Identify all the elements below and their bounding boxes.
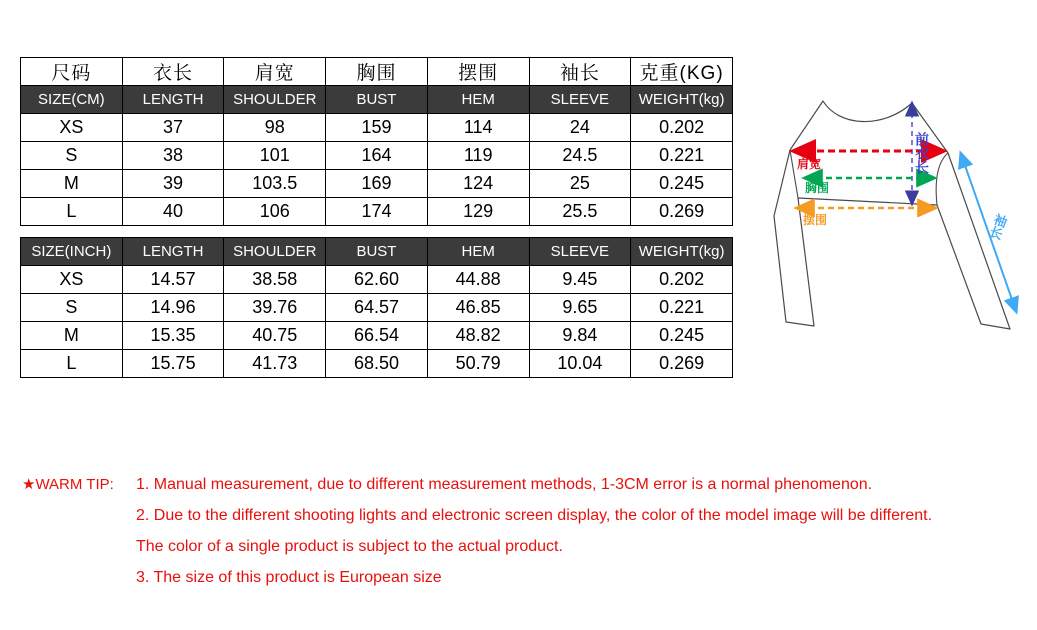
table-cell: 14.57 — [122, 266, 224, 294]
table-cell: 0.269 — [631, 198, 733, 226]
table-cell: 50.79 — [427, 350, 529, 378]
warm-tip-label-text: WARM TIP: — [35, 476, 114, 493]
garment-measurement-diagram — [770, 86, 1037, 354]
header-cell: 肩宽 — [224, 58, 326, 86]
table-cell: 98 — [224, 114, 326, 142]
table-cell: 0.269 — [631, 350, 733, 378]
cm-table-english-header-row — [21, 86, 733, 114]
table-cell: 174 — [326, 198, 428, 226]
table-cell: 68.50 — [326, 350, 428, 378]
header-cell: BUST — [326, 238, 428, 266]
table-cell: 62.60 — [326, 266, 428, 294]
inch-table-header-row — [21, 238, 733, 266]
table-cell: 159 — [326, 114, 428, 142]
sleeve-label: 袖长 — [986, 211, 1010, 241]
size-cell: XS — [21, 266, 123, 294]
table-cell: 64.57 — [326, 294, 428, 322]
table-cell: 37 — [122, 114, 224, 142]
warm-tip-line-1: 1. Manual measurement, due to different measurement methods, 1-3CM error is a normal phenomenon. — [136, 476, 873, 493]
table-cell: 0.221 — [631, 294, 733, 322]
header-cell: 尺码 — [21, 58, 123, 86]
header-cell: 袖长 — [529, 58, 631, 86]
table-cell: 25.5 — [529, 198, 631, 226]
table-cell: 9.45 — [529, 266, 631, 294]
table-cell: 9.84 — [529, 322, 631, 350]
table-cell: 169 — [326, 170, 428, 198]
table-cell: 24 — [529, 114, 631, 142]
table-cell: 103.5 — [224, 170, 326, 198]
table-row — [21, 170, 733, 198]
header-cell: 衣长 — [122, 58, 224, 86]
table-row — [21, 198, 733, 226]
bust-label: 胸围 — [805, 181, 830, 195]
shoulder-label: 肩宽 — [797, 157, 822, 171]
table-cell: 41.73 — [224, 350, 326, 378]
table-cell: 38 — [122, 142, 224, 170]
header-cell: SIZE(CM) — [21, 86, 123, 114]
table-cell: 15.35 — [122, 322, 224, 350]
table-cell: 164 — [326, 142, 428, 170]
star-icon: ★ — [22, 476, 36, 493]
table-row — [21, 266, 733, 294]
table-cell: 46.85 — [427, 294, 529, 322]
header-cell: SHOULDER — [224, 86, 326, 114]
table-cell: 9.65 — [529, 294, 631, 322]
size-cell: M — [21, 170, 123, 198]
header-cell: SLEEVE — [529, 238, 631, 266]
table-cell: 15.75 — [122, 350, 224, 378]
table-row — [21, 322, 733, 350]
table-cell: 40 — [122, 198, 224, 226]
warm-tip-lines — [136, 469, 1034, 593]
header-cell: HEM — [427, 238, 529, 266]
cm-size-table — [20, 57, 733, 226]
table-cell: 39.76 — [224, 294, 326, 322]
size-cell: L — [21, 350, 123, 378]
header-cell: 摆围 — [427, 58, 529, 86]
table-cell: 38.58 — [224, 266, 326, 294]
table-cell: 24.5 — [529, 142, 631, 170]
header-cell: SLEEVE — [529, 86, 631, 114]
header-cell: LENGTH — [122, 238, 224, 266]
header-cell: SHOULDER — [224, 238, 326, 266]
table-row — [21, 114, 733, 142]
table-cell: 119 — [427, 142, 529, 170]
table-cell: 106 — [224, 198, 326, 226]
header-cell: HEM — [427, 86, 529, 114]
table-cell: 129 — [427, 198, 529, 226]
table-row — [21, 350, 733, 378]
header-cell: BUST — [326, 86, 428, 114]
table-cell: 44.88 — [427, 266, 529, 294]
header-cell: 克重(KG) — [631, 58, 733, 86]
header-cell: LENGTH — [122, 86, 224, 114]
table-cell: 0.245 — [631, 170, 733, 198]
table-cell: 114 — [427, 114, 529, 142]
table-cell: 0.245 — [631, 322, 733, 350]
cm-table-chinese-header-row — [21, 58, 733, 86]
table-cell: 0.202 — [631, 114, 733, 142]
table-cell: 0.202 — [631, 266, 733, 294]
front-length-label: 前衣长 — [914, 132, 930, 174]
warm-tip-line-3: The color of a single product is subject to the actual product. — [136, 538, 563, 555]
warm-tip-section — [22, 469, 1034, 593]
hem-label: 摆围 — [803, 213, 828, 227]
inch-size-table — [20, 237, 733, 378]
table-cell: 101 — [224, 142, 326, 170]
table-cell: 39 — [122, 170, 224, 198]
table-cell: 10.04 — [529, 350, 631, 378]
table-cell: 40.75 — [224, 322, 326, 350]
table-cell: 0.221 — [631, 142, 733, 170]
table-cell: 124 — [427, 170, 529, 198]
table-cell: 25 — [529, 170, 631, 198]
table-cell: 14.96 — [122, 294, 224, 322]
header-cell: 胸围 — [326, 58, 428, 86]
header-cell: WEIGHT(kg) — [631, 86, 733, 114]
warm-tip-line-4: 3. The size of this product is European size — [136, 569, 442, 586]
header-cell: SIZE(INCH) — [21, 238, 123, 266]
size-cell: S — [21, 142, 123, 170]
size-cell: L — [21, 198, 123, 226]
table-cell: 66.54 — [326, 322, 428, 350]
table-cell: 48.82 — [427, 322, 529, 350]
warm-tip-line-2: 2. Due to the different shooting lights and electronic screen display, the color of the model image will be different. — [136, 507, 933, 524]
size-cell: M — [21, 322, 123, 350]
header-cell: WEIGHT(kg) — [631, 238, 733, 266]
table-row — [21, 294, 733, 322]
warm-tip-label — [22, 469, 114, 500]
size-cell: XS — [21, 114, 123, 142]
table-row — [21, 142, 733, 170]
size-cell: S — [21, 294, 123, 322]
